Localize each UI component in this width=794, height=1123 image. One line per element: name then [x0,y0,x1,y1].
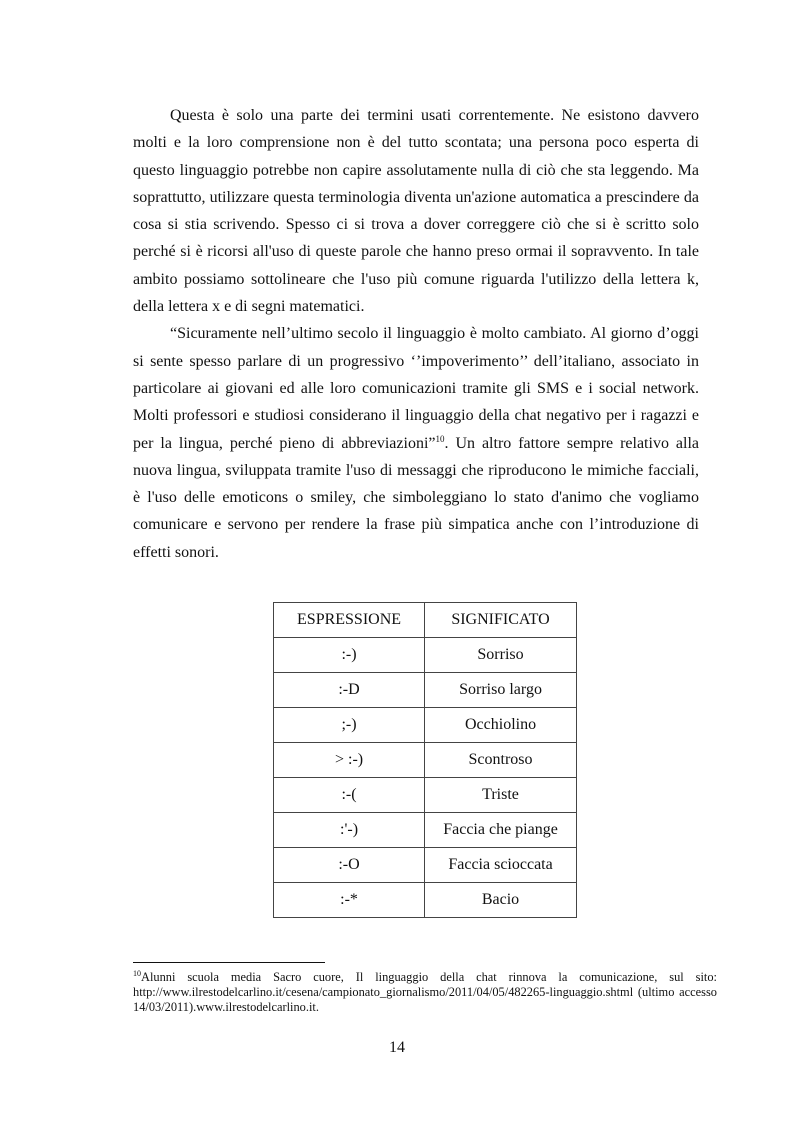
footnote-number: 10 [133,969,141,978]
meaning-cell: Triste [425,778,577,813]
table-row [274,883,577,918]
expression-cell: :-) [274,638,425,673]
meaning-cell: Sorriso largo [425,673,577,708]
header-cell-significato: SIGNIFICATO [425,603,577,638]
paragraph-2 [133,320,699,566]
header-cell-espressione: ESPRESSIONE [274,603,425,638]
meaning-cell: Occhiolino [425,708,577,743]
footnote-divider [133,962,325,963]
paragraph-2-quote: “Sicuramente nell’ultimo secolo il linguaggio è molto cambiato. Al giorno d’oggi si sente spesso parlare di un progressivo ‘’impoverimento’’ dell’italiano, associato in particolare ai giovani ed alle loro comunicazioni tramite gli SMS e i social network. Molti professori e studiosi considerano il linguaggio della chat negativo per i ragazzi e per la lingua, perché pieno di abbreviazioni” [133,325,699,452]
body-text [133,102,699,566]
table-row [274,673,577,708]
expression-cell: :-* [274,883,425,918]
page-number: 14 [389,1039,405,1056]
table-header-row [274,603,577,638]
meaning-cell: Faccia scioccata [425,848,577,883]
expression-cell: :-D [274,673,425,708]
meaning-cell: Sorriso [425,638,577,673]
footnote-text: Alunni scuola media Sacro cuore, Il linguaggio della chat rinnova la comunicazione, sul sito: http://www.ilrestodelcarlino.it/cesena/campionato_giornalismo/2011/04/05/482265-linguaggio.shtml (ultimo accesso 14/03/2011).www.ilrestodelcarlino.it. [133,970,717,1014]
expression-cell: :-O [274,848,425,883]
footnote-reference[interactable]: 10 [435,433,445,444]
table-row [274,638,577,673]
table-row [274,708,577,743]
expression-cell: :-( [274,778,425,813]
table-row [274,743,577,778]
meaning-cell: Scontroso [425,743,577,778]
meaning-cell: Bacio [425,883,577,918]
meaning-cell: Faccia che piange [425,813,577,848]
emoticon-table [273,602,577,918]
expression-cell: > :-) [274,743,425,778]
table-row [274,848,577,883]
table-row [274,778,577,813]
paragraph-2-continuation: . Un altro fattore sempre relativo alla nuova lingua, sviluppata tramite l'uso di messaggi che riproducono le mimiche facciali, è l'uso delle emoticons o smiley, che simboleggiano lo stato d'animo che vogliamo comunicare e servono per rendere la frase più simpatica anche con l’introduzione di effetti sonori. [133,434,699,561]
expression-cell: ;-) [274,708,425,743]
paragraph-1: Questa è solo una parte dei termini usati correntemente. Ne esistono davvero molti e la loro comprensione non è del tutto scontata; una persona poco esperta di questo linguaggio potrebbe non capire assolutamente nulla di ciò che sta leggendo. Ma soprattutto, utilizzare questa terminologia diventa un'azione automatica a prescindere da cosa si stia scrivendo. Spesso ci si trova a dover correggere ciò che si è scritto solo perché si è ricorsi all'uso di queste parole che hanno preso ormai il sopravvento. In tale ambito possiamo sottolineare che l'uso più comune riguarda l'utilizzo della lettera k, della lettera x e di segni matematici. [133,107,699,316]
footnote [133,970,717,1015]
expression-cell: :'-) [274,813,425,848]
table-row [274,813,577,848]
